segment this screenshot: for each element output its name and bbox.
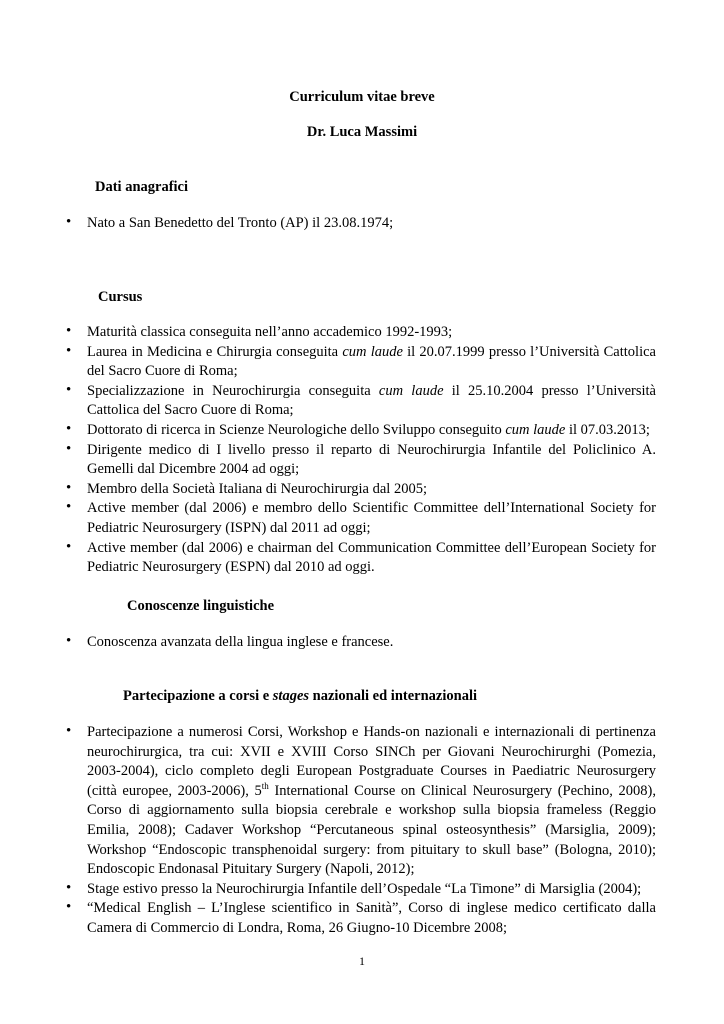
bullet-icon: • <box>66 420 72 437</box>
bullet-icon: • <box>66 723 72 739</box>
dati-list <box>66 214 656 234</box>
cursus-list <box>66 323 656 578</box>
bullet-icon: • <box>66 633 72 649</box>
bullet-icon: • <box>66 214 72 230</box>
document-title: Curriculum vitae breve <box>289 89 435 105</box>
bullet-icon: • <box>66 342 72 359</box>
page-number: 1 <box>359 954 365 968</box>
list-item: • “Medical English – L’Inglese scientifico in Sanità”, Corso di inglese medico certificato dalla Camera di Commercio di Londra, Roma, 26 Giugno-10 Dicembre 2008; <box>66 899 656 936</box>
list-item: • Stage estivo presso la Neurochirurgia Infantile dell’Ospedale “La Timone” di Marsiglia (2004); <box>66 879 642 897</box>
bullet-icon: • <box>66 499 72 516</box>
section-heading-lingue: Conoscenze linguistiche <box>127 598 275 614</box>
list-item: • Maturità classica conseguita nell’anno accademico 1992-1993; <box>66 323 453 340</box>
bullet-icon: • <box>66 538 72 555</box>
corsi-list <box>66 723 656 939</box>
bullet-icon: • <box>66 899 72 916</box>
bullet-icon: • <box>66 440 72 457</box>
author-name: Dr. Luca Massimi <box>306 124 418 140</box>
bullet-icon: • <box>66 879 72 896</box>
list-item: • Active member (dal 2006) e membro dello Scientific Committee dell’International Society for Pediatric Neurosurgery (ISPN) dal 2011 ad oggi; <box>66 499 656 536</box>
bullet-icon: • <box>66 479 72 496</box>
list-item: • Dirigente medico di I livello presso il reparto di Neurochirurgia Infantile del Policlinico A. Gemelli dal Dicembre 2004 ad oggi; <box>66 440 656 478</box>
list-item: • Active member (dal 2006) e chairman del Communication Committee dell’European Society for Pediatric Neurosurgery (ESPN) dal 2010 ad oggi. <box>66 538 656 576</box>
section-heading-dati: Dati anagrafici <box>95 179 189 195</box>
lingue-list <box>66 633 656 653</box>
list-item: • Conoscenza avanzata della lingua inglese e francese. <box>66 633 394 650</box>
section-heading-cursus: Cursus <box>98 289 143 305</box>
section-heading-corsi: Partecipazione a corsi e stages nazionali ed internazionali <box>123 688 477 704</box>
list-item: • Partecipazione a numerosi Corsi, Workshop e Hands-on nazionali e internazionali di pertinenza neurochirurgica, tra cui: XVII e XVIII Corso SINCh per Giovani Neurochirurghi (Pomezia, 2003-2004), ciclo completo degli European Postgraduate Courses in Paediatric Neurosurgery (città europee, 2003-2006), 5th International Course on Clinical Neurosurgery (Pechino, 2008), Corso di aggiornamento sulla biopsia cerebrale e workshop sulla biopsia frameless (Reggio Emilia, 2008); Cadaver Workshop “Percutaneous spinal osteosynthesis” (Marsiglia, 2009); Workshop “Endoscopic transphenoidal surgery: from pituitary to skull base” (Bologna, 2010); Endoscopic Endonasal Pituitary Surgery (Napoli, 2012); <box>66 723 656 878</box>
list-item: • Nato a San Benedetto del Tronto (AP) il 23.08.1974; <box>66 214 394 231</box>
bullet-icon: • <box>66 381 72 398</box>
list-item: • Specializzazione in Neurochirurgia conseguita cum laude il 25.10.2004 presso l’Università Cattolica del Sacro Cuore di Roma; <box>66 381 656 419</box>
list-item: • Laurea in Medicina e Chirurgia conseguita cum laude il 20.07.1999 presso l’Università Cattolica del Sacro Cuore di Roma; <box>66 342 656 380</box>
list-item: • Dottorato di ricerca in Scienze Neurologiche dello Sviluppo conseguito cum laude il 07.03.2013; <box>66 420 650 438</box>
bullet-icon: • <box>66 323 72 339</box>
list-item: • Membro della Società Italiana di Neurochirurgia dal 2005; <box>66 479 427 497</box>
